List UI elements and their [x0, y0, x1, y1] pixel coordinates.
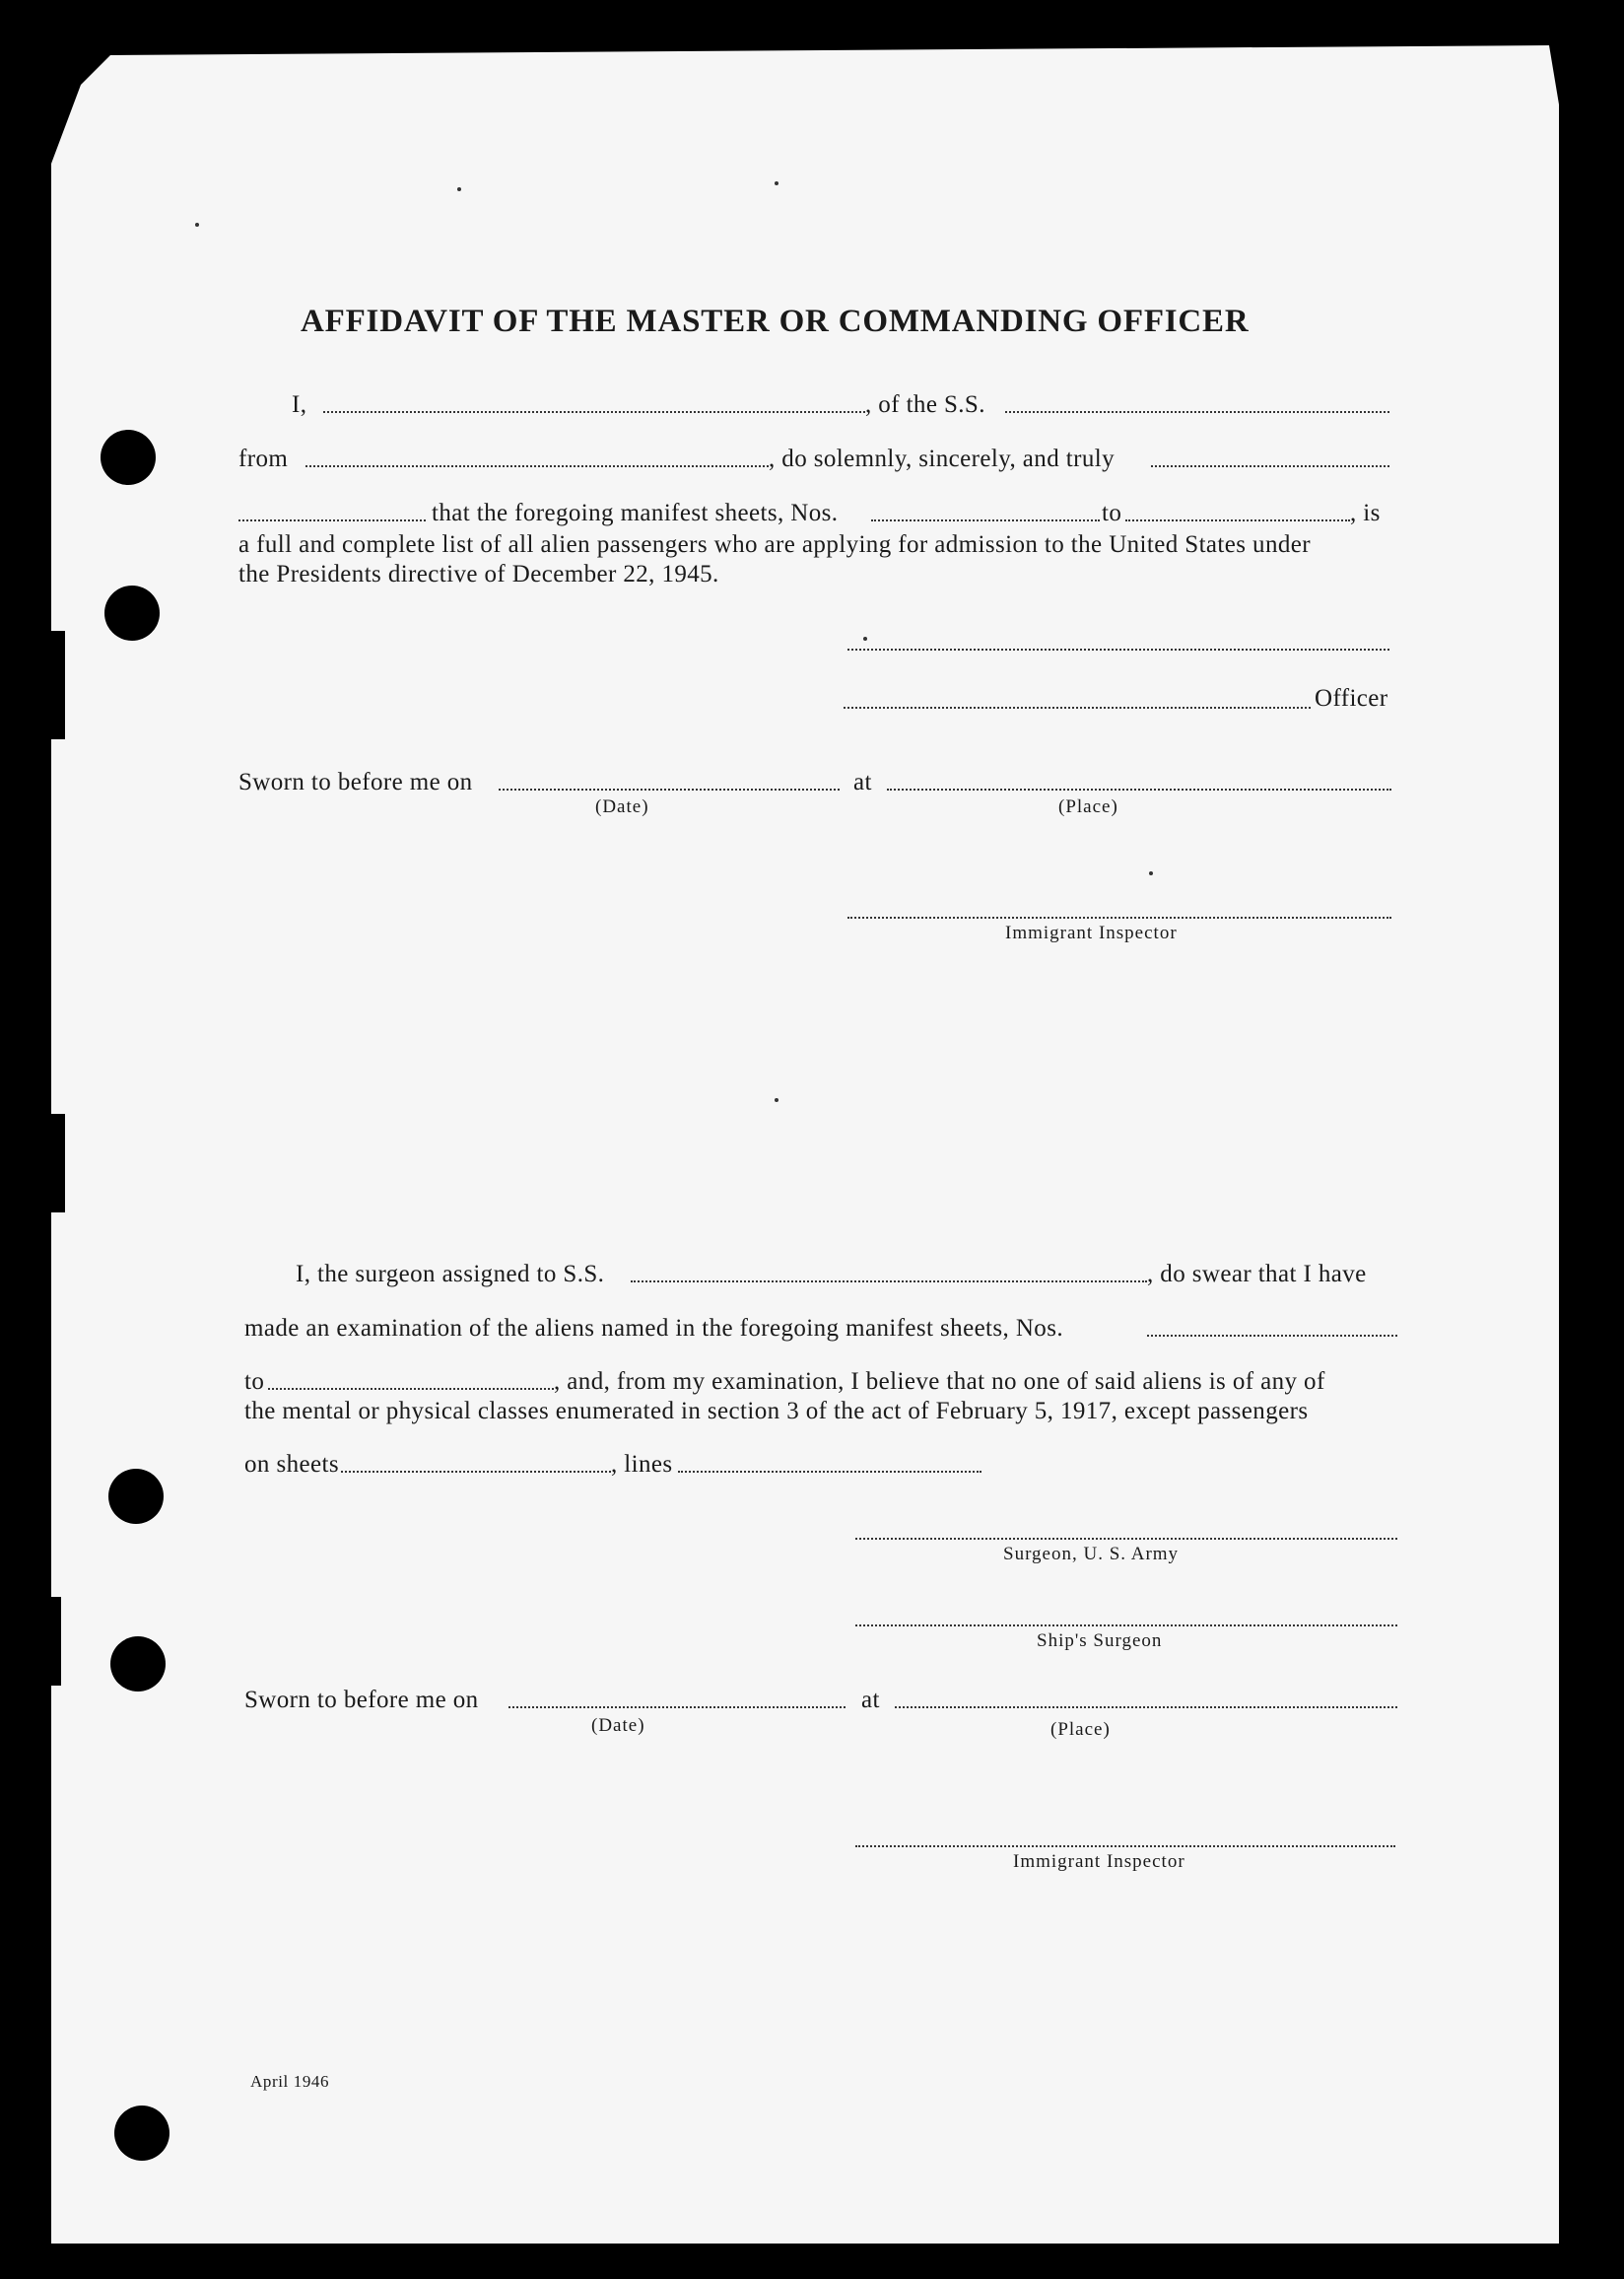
scan-speck: [195, 223, 199, 227]
surgeon-inspector-caption: Immigrant Inspector: [1013, 1851, 1185, 1872]
surgeon-line1-end: , do swear that I have: [1147, 1261, 1367, 1287]
master-line1-label: I,: [292, 391, 307, 418]
master-line5-text: the Presidents directive of December 22, 1945.: [238, 561, 719, 587]
surgeon-sworn-place-field[interactable]: [895, 1706, 1397, 1708]
surgeon-line4-text: the mental or physical classes enumerated in section 3 of the act of February 5, 1917, except passengers: [244, 1398, 1309, 1424]
master-line4-text: a full and complete list of all alien passengers who are applying for admission to the United States under: [238, 531, 1311, 558]
master-sworn-date-field[interactable]: [499, 789, 840, 791]
ship-name-field[interactable]: [1005, 411, 1389, 413]
master-inspector-signature-line[interactable]: [847, 917, 1391, 919]
scan-speck: [775, 1098, 778, 1102]
master-sworn-place-field[interactable]: [887, 789, 1391, 791]
binder-hole: [108, 1469, 164, 1524]
master-line1-ship-label: , of the S.S.: [865, 391, 985, 418]
ship-surgeon-caption: Ship's Surgeon: [1037, 1630, 1163, 1651]
army-surgeon-signature-line[interactable]: [855, 1538, 1397, 1540]
surgeon-place-caption: (Place): [1050, 1719, 1111, 1740]
scan-speck: [775, 181, 778, 185]
master-line2-text: , do solemnly, sincerely, and truly: [769, 446, 1115, 472]
surgeon-ship-field[interactable]: [631, 1280, 1147, 1282]
binder-hole: [101, 430, 156, 485]
master-signature-line[interactable]: [847, 649, 1389, 651]
surgeon-sworn-label: Sworn to before me on: [244, 1687, 479, 1713]
master-name-field[interactable]: [323, 411, 865, 413]
except-lines-field[interactable]: [678, 1471, 981, 1473]
officer-label: Officer: [1315, 685, 1388, 712]
surgeon-line1-text: I, the surgeon assigned to S.S.: [296, 1261, 605, 1287]
from-port-field[interactable]: [305, 465, 769, 467]
except-sheets-field[interactable]: [341, 1471, 611, 1473]
surgeon-date-caption: (Date): [591, 1715, 645, 1736]
master-date-caption: (Date): [595, 796, 649, 817]
oath-verb-field[interactable]: [1151, 465, 1389, 467]
officer-signature-line[interactable]: [844, 707, 1311, 709]
master-line2-label: from: [238, 446, 289, 472]
edge-notch: [39, 1597, 61, 1686]
master-line3-to: to: [1102, 500, 1122, 526]
scan-speck: [457, 187, 461, 191]
sheet-from-field[interactable]: [871, 519, 1100, 521]
surgeon-line3-to: to: [244, 1368, 265, 1395]
army-surgeon-caption: Surgeon, U. S. Army: [1003, 1544, 1180, 1564]
surgeon-line3-text: , and, from my examination, I believe that no one of said aliens is of any of: [554, 1368, 1325, 1395]
edge-notch: [39, 1114, 65, 1212]
scan-speck: [863, 637, 867, 641]
master-line3-is: , is: [1350, 500, 1381, 526]
scan-speck: [1149, 871, 1153, 875]
edge-notch: [39, 631, 65, 739]
form-date-footer: April 1946: [250, 2072, 330, 2091]
master-at-label: at: [853, 769, 872, 795]
form-title: AFFIDAVIT OF THE MASTER OR COMMANDING OFFICER: [301, 304, 1250, 339]
surgeon-sworn-date-field[interactable]: [508, 1706, 846, 1708]
oath-prefix-field[interactable]: [238, 519, 426, 521]
ship-surgeon-signature-line[interactable]: [855, 1624, 1397, 1626]
master-sworn-label: Sworn to before me on: [238, 769, 473, 795]
surgeon-inspector-signature-line[interactable]: [855, 1845, 1395, 1847]
master-place-caption: (Place): [1058, 796, 1118, 817]
sheet-to-field[interactable]: [1125, 519, 1350, 521]
surgeon-line5-sheets: on sheets: [244, 1451, 339, 1478]
surgeon-line5-lines: , lines: [611, 1451, 673, 1478]
form-paper: [51, 45, 1559, 2244]
master-inspector-caption: Immigrant Inspector: [1005, 923, 1178, 943]
binder-hole: [104, 586, 160, 641]
surgeon-sheet-to-field[interactable]: [268, 1388, 554, 1390]
surgeon-sheet-from-field[interactable]: [1147, 1335, 1397, 1337]
surgeon-line2-text: made an examination of the aliens named in the foregoing manifest sheets, Nos.: [244, 1315, 1063, 1342]
binder-hole: [110, 1636, 166, 1692]
surgeon-at-label: at: [861, 1687, 880, 1713]
binder-hole: [114, 2106, 169, 2161]
master-line3-text: that the foregoing manifest sheets, Nos.: [432, 500, 839, 526]
